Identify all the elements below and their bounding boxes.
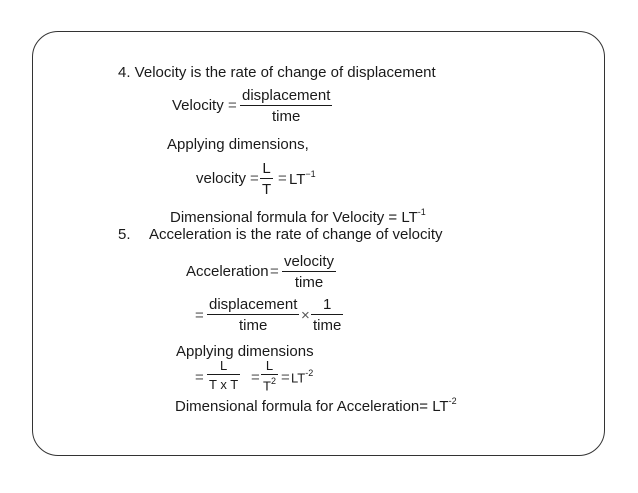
equals-sign: = xyxy=(228,97,237,114)
applying-dimensions-label: Applying dimensions xyxy=(176,343,314,360)
one-over-time-fraction xyxy=(311,297,343,333)
equals-sign: = xyxy=(281,369,290,386)
fraction-denominator: $T^2$ xyxy=(263,376,276,394)
fraction-denominator: time xyxy=(239,317,268,334)
equals-sign: = xyxy=(278,170,287,187)
equals-sign: = xyxy=(270,263,279,280)
acceleration-label: Acceleration xyxy=(186,263,269,280)
fraction-numerator: L xyxy=(262,160,271,177)
fraction-denominator: time xyxy=(313,317,342,334)
applying-dimensions-label: Applying dimensions, xyxy=(167,136,309,153)
acceleration-dimensional-formula: Dimensional formula for Acceleration= $LT^{-2}$ xyxy=(175,396,457,415)
item5-number: 5. xyxy=(118,226,131,243)
fraction-denominator: time xyxy=(294,274,324,291)
displacement-over-time-fraction xyxy=(207,297,299,333)
acceleration-result: $LT^{-2}$ xyxy=(291,368,314,386)
equals-sign: = xyxy=(250,170,259,187)
fraction-denominator: time xyxy=(272,108,301,125)
fraction-numerator: displacement xyxy=(209,296,298,313)
equals-sign: = xyxy=(195,369,204,386)
velocity-lhs: velocity xyxy=(196,170,247,187)
fraction-numerator: 1 xyxy=(323,296,332,313)
fraction-numerator: velocity xyxy=(284,253,335,270)
item5-heading: Acceleration is the rate of change of velocity xyxy=(149,226,443,243)
fraction-denominator: T xyxy=(262,181,272,198)
velocity-over-time-fraction xyxy=(282,254,336,290)
fraction-numerator: L xyxy=(219,358,228,373)
fraction-numerator: L xyxy=(265,358,274,373)
equals-sign: = xyxy=(251,369,260,386)
equals-sign: = xyxy=(195,307,204,324)
l-over-txt-fraction xyxy=(207,359,240,391)
velocity-fraction xyxy=(240,88,332,124)
item4-heading: 4. Velocity is the rate of change of displacement xyxy=(118,64,436,81)
multiply-sign: × xyxy=(301,307,310,324)
l-over-t-squared-fraction xyxy=(261,359,278,392)
fraction-numerator: displacement xyxy=(242,87,331,104)
velocity-result: $LT^{-1}$ xyxy=(289,169,316,188)
fraction-denominator: T x T xyxy=(209,377,239,392)
l-over-t-fraction xyxy=(260,161,273,197)
velocity-dimensional-formula: Dimensional formula for Velocity = $LT^{-1}$ xyxy=(170,207,426,226)
velocity-label: Velocity xyxy=(172,97,224,114)
